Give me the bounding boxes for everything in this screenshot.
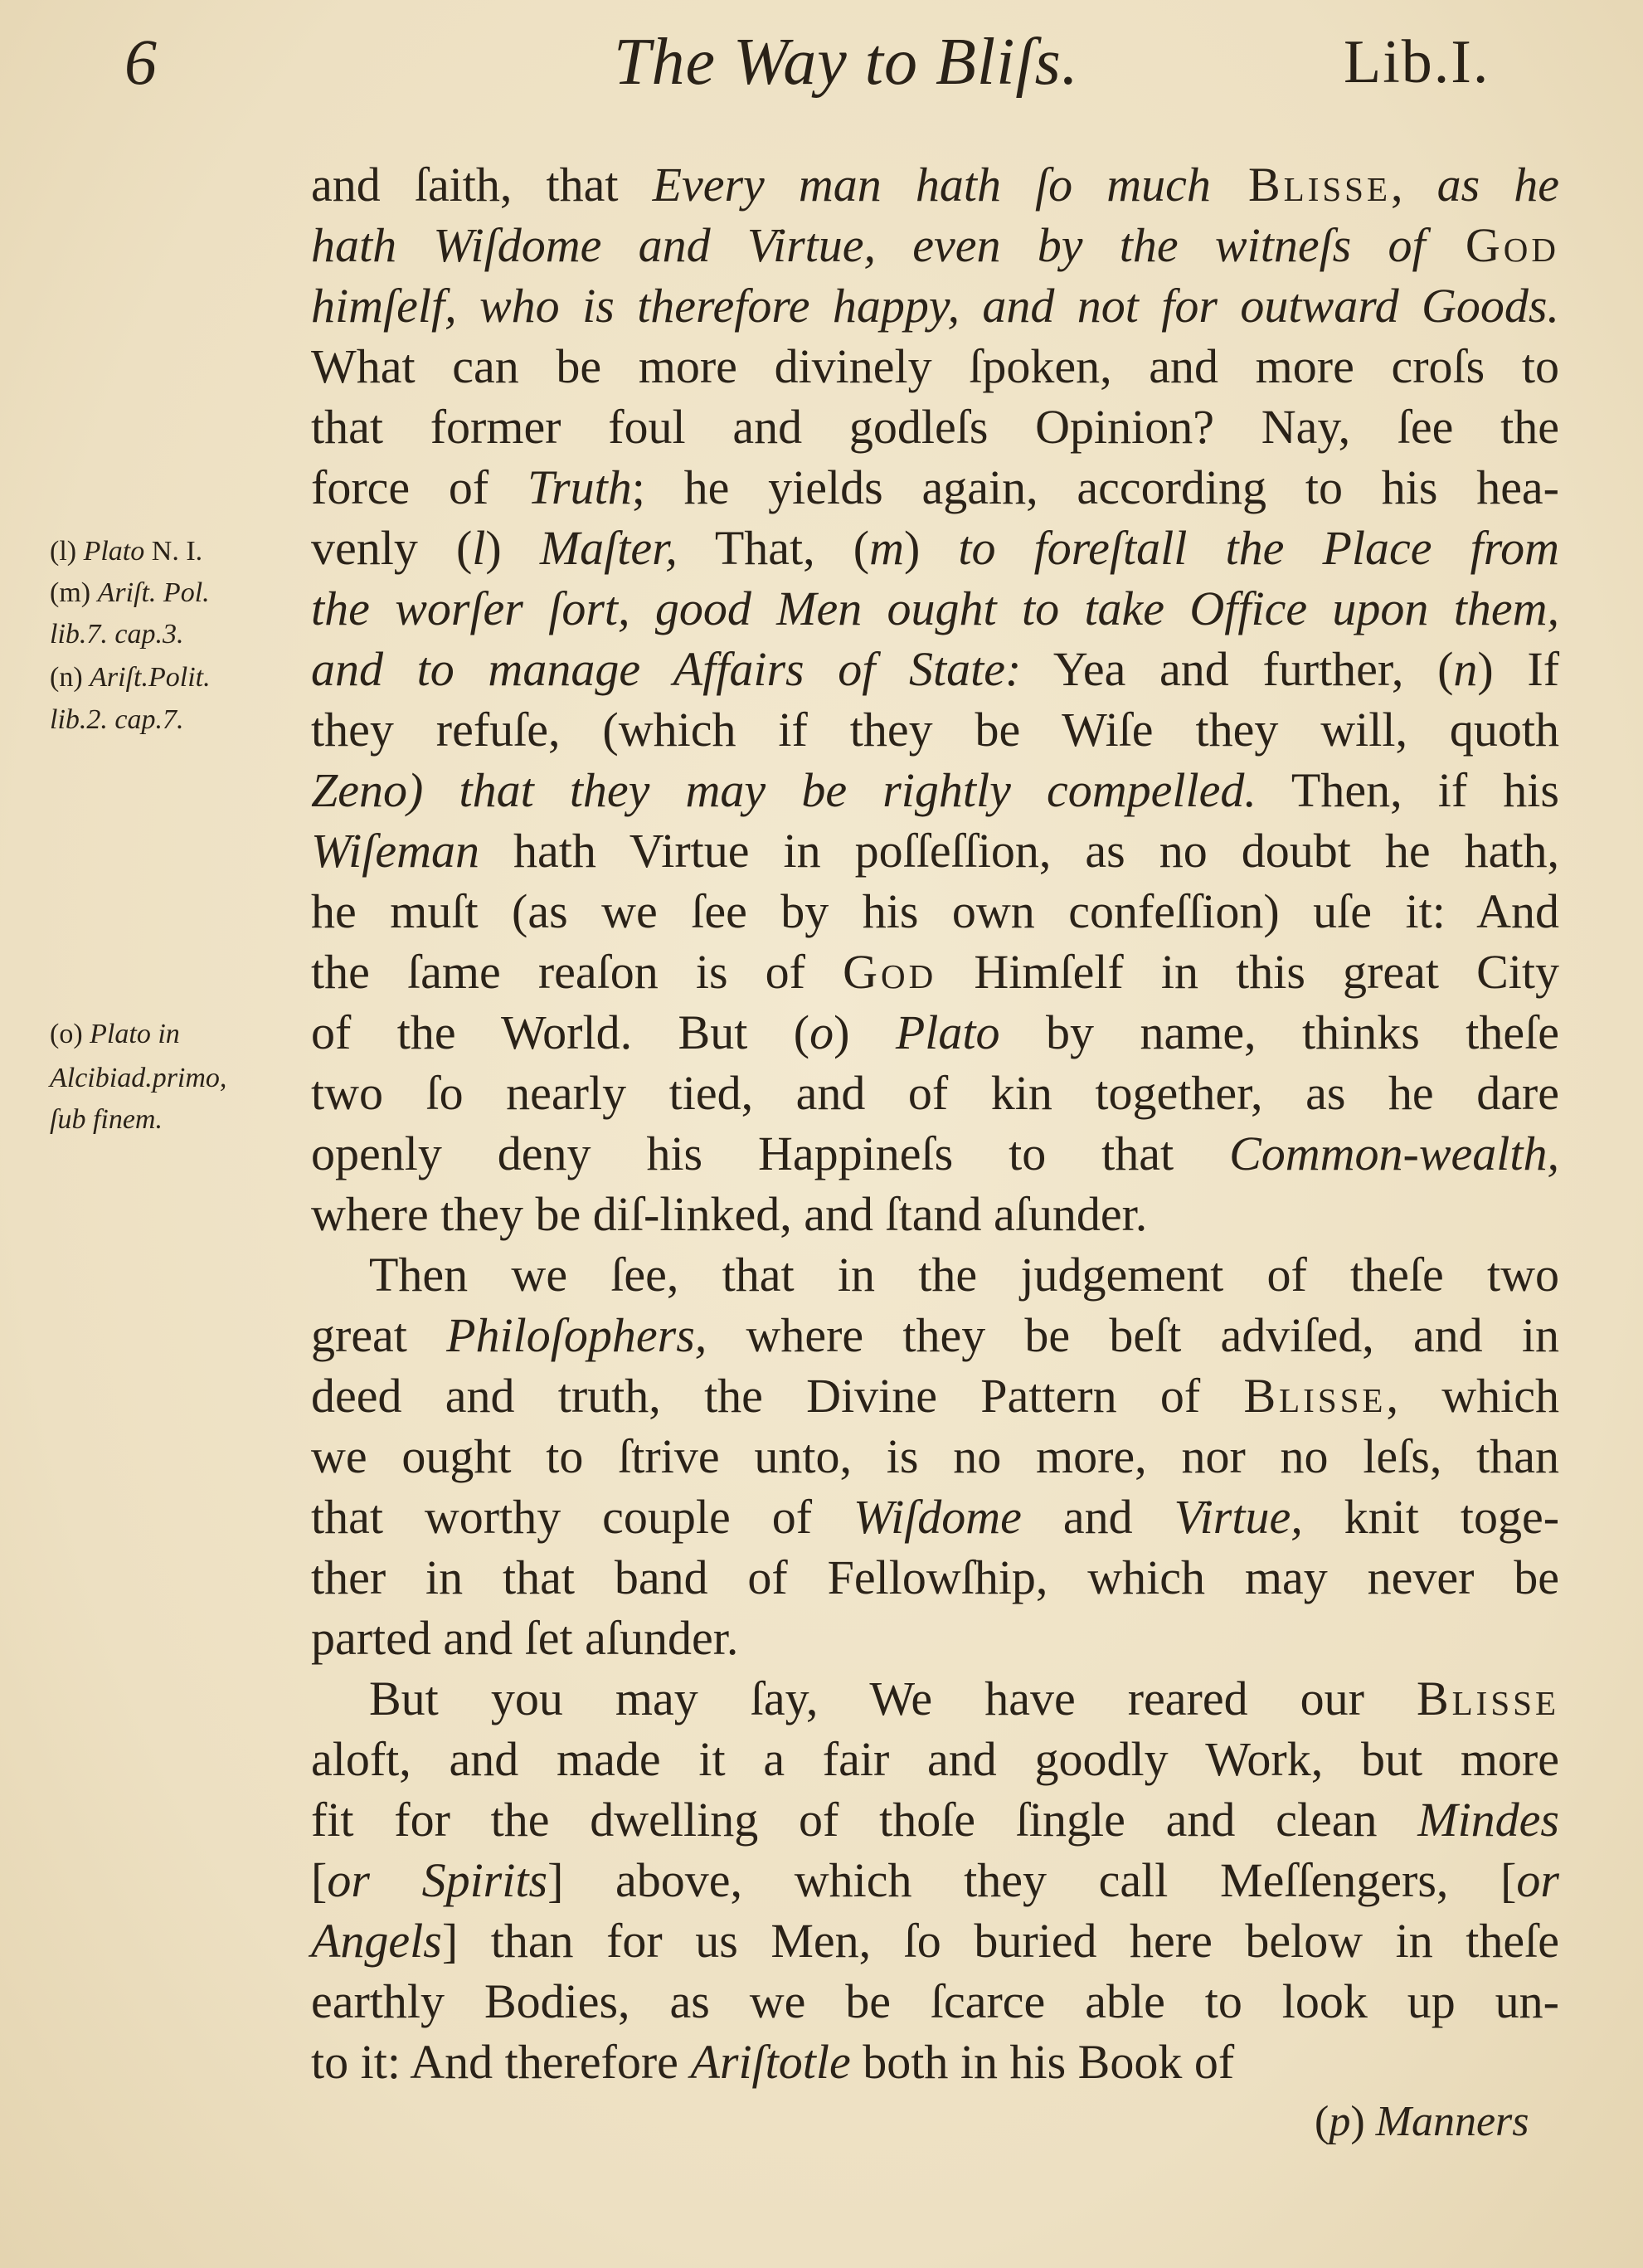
text-segment: that former foul and godleſs Opinion? Nay, ſee the bbox=[311, 400, 1559, 454]
text-line bbox=[311, 1426, 1559, 1487]
text-segment: they refuſe, (which if they be Wiſe they will, quoth bbox=[311, 703, 1559, 757]
text-line bbox=[311, 215, 1559, 275]
text-segment: Mindes bbox=[1417, 1793, 1559, 1847]
text-line bbox=[311, 639, 1559, 699]
text-segment: Himſelf in this great City bbox=[936, 945, 1559, 999]
text-segment: of the World. But ( bbox=[311, 1005, 810, 1059]
text-segment: Alcibiad.primo, bbox=[50, 1063, 227, 1093]
text-segment: Yea and further, ( bbox=[1021, 642, 1454, 696]
text-segment: fit for the dwelling of thoſe ſingle and clean bbox=[311, 1793, 1418, 1847]
text-segment: Then, if his bbox=[1256, 763, 1559, 817]
text-segment: o bbox=[809, 1005, 834, 1059]
text-segment: What can be more divinely ſpoken, and more croſs to bbox=[311, 339, 1559, 393]
margin-note-line bbox=[50, 1099, 163, 1141]
catchword bbox=[1315, 2092, 1529, 2152]
text-segment: (n) bbox=[50, 662, 90, 693]
text-segment: Zeno) that they may be rightly compelled. bbox=[311, 763, 1257, 817]
text-line bbox=[311, 1850, 1559, 1910]
text-segment: ) bbox=[1350, 2098, 1376, 2145]
text-segment: Blisse bbox=[1416, 1672, 1559, 1725]
text-segment: where they be diſ-linked, and ſtand aſunder. bbox=[311, 1187, 1148, 1241]
text-segment: and to manage Affairs of State: bbox=[311, 642, 1022, 696]
text-segment: knit toge- bbox=[1302, 1490, 1560, 1544]
text-segment: parted and ſet aſunder. bbox=[311, 1611, 739, 1665]
text-line bbox=[311, 336, 1559, 397]
margin-note-line bbox=[50, 614, 183, 655]
text-line bbox=[311, 1063, 1559, 1123]
text-segment: force of bbox=[311, 460, 527, 514]
text-segment: Philoſophers, bbox=[446, 1308, 707, 1362]
text-segment: hath Wiſdome and Virtue, even by the witneſs of bbox=[311, 218, 1426, 272]
text-segment: the worſer ſort, good Men ought to take Office upon them, bbox=[311, 582, 1559, 635]
text-line bbox=[311, 2032, 1559, 2092]
text-line bbox=[311, 397, 1559, 457]
text-segment: Plato in bbox=[90, 1019, 180, 1049]
margin-note-line bbox=[50, 657, 211, 698]
text-line bbox=[311, 1608, 1559, 1668]
text-segment: ] than for us Men, ſo buried here below in theſe bbox=[441, 1914, 1559, 1968]
text-line bbox=[311, 1002, 1559, 1063]
text-segment: ſub finem. bbox=[50, 1104, 163, 1135]
page-number: 6 bbox=[124, 26, 157, 98]
text-segment: Plato bbox=[83, 536, 145, 567]
text-segment: , bbox=[1391, 158, 1437, 212]
text-segment: lib.7. cap.3. bbox=[50, 619, 184, 650]
text-segment: Angels bbox=[311, 1914, 442, 1968]
text-segment: both in his Book of bbox=[850, 2035, 1235, 2089]
text-segment: ; he yields again, according to his hea- bbox=[631, 460, 1559, 514]
text-segment: , which bbox=[1386, 1369, 1559, 1423]
text-line bbox=[311, 1910, 1559, 1971]
text-segment: ) If bbox=[1477, 642, 1560, 696]
text-line bbox=[311, 699, 1559, 760]
margin-note-line bbox=[50, 699, 183, 741]
text-line bbox=[311, 1547, 1559, 1608]
text-segment: lib.2. cap.7. bbox=[50, 704, 184, 735]
text-segment: God bbox=[843, 945, 937, 999]
margin-note-line bbox=[50, 1014, 180, 1055]
text-segment: n bbox=[1453, 642, 1478, 696]
text-segment: the ſame reaſon is of bbox=[311, 945, 843, 999]
text-segment: Common-wealth, bbox=[1229, 1127, 1559, 1180]
text-segment: ) bbox=[834, 1005, 896, 1059]
text-line bbox=[311, 1729, 1559, 1789]
margin-note-line bbox=[50, 531, 202, 572]
text-segment: ther in that band of Fellowſhip, which may never be bbox=[311, 1550, 1559, 1604]
text-segment: [ bbox=[311, 1853, 328, 1907]
text-segment: Every man hath ſo much bbox=[652, 158, 1211, 212]
text-segment: we ought to ſtrive unto, is no more, nor no leſs, than bbox=[311, 1429, 1559, 1483]
text-line bbox=[311, 457, 1559, 518]
text-segment: venly ( bbox=[311, 521, 473, 575]
text-segment: Ariſt.Polit. bbox=[90, 662, 211, 693]
text-segment: and bbox=[1021, 1490, 1174, 1544]
text-segment: Plato bbox=[895, 1005, 1000, 1059]
text-line bbox=[311, 275, 1559, 336]
text-line bbox=[311, 1365, 1559, 1426]
text-segment: or bbox=[1516, 1853, 1559, 1907]
text-segment: ( bbox=[1315, 2098, 1329, 2145]
text-segment: he muſt (as we ſee by his own confeſſion) uſe it: And bbox=[311, 884, 1559, 938]
text-line bbox=[311, 1971, 1559, 2032]
text-line bbox=[311, 881, 1559, 942]
text-segment: m bbox=[869, 521, 904, 575]
text-line bbox=[311, 1789, 1559, 1850]
text-segment: Blisse bbox=[1243, 1369, 1387, 1423]
text-segment: Truth bbox=[527, 460, 632, 514]
text-line bbox=[369, 1668, 1559, 1729]
text-segment: Wiſdome bbox=[853, 1490, 1022, 1544]
text-segment: as he bbox=[1436, 158, 1559, 212]
text-line bbox=[311, 154, 1559, 215]
text-segment: openly deny his Happineſs to that bbox=[311, 1127, 1230, 1180]
text-segment: earthly Bodies, as we be ſcarce able to look up un- bbox=[311, 1974, 1559, 2028]
text-line bbox=[311, 760, 1559, 820]
text-segment: Wiſeman bbox=[311, 824, 479, 878]
text-line bbox=[311, 1305, 1559, 1365]
text-segment: N. I. bbox=[144, 536, 203, 567]
text-segment: by name, thinks theſe bbox=[999, 1005, 1559, 1059]
text-segment: Then we ſee, that in the judgement of theſe two bbox=[369, 1248, 1559, 1302]
text-segment: to foreſtall the Place from bbox=[958, 521, 1560, 575]
text-line bbox=[369, 1244, 1559, 1305]
text-segment: Manners bbox=[1375, 2098, 1529, 2145]
text-line bbox=[311, 578, 1559, 639]
text-segment: that worthy couple of bbox=[311, 1490, 853, 1544]
text-segment: Blisse bbox=[1210, 158, 1391, 212]
text-line bbox=[311, 820, 1559, 881]
text-segment: That, ( bbox=[677, 521, 870, 575]
margin-note-line bbox=[50, 1058, 226, 1099]
text-segment: (o) bbox=[50, 1019, 90, 1049]
text-segment: God bbox=[1425, 218, 1559, 272]
text-segment: great bbox=[311, 1308, 447, 1362]
text-segment: But you may ſay, We have reared our bbox=[369, 1672, 1417, 1725]
text-segment: or Spirits bbox=[327, 1853, 548, 1907]
text-segment: Virtue, bbox=[1174, 1490, 1303, 1544]
text-segment: (m) bbox=[50, 577, 98, 608]
book-number: Lib.I. bbox=[1344, 28, 1490, 96]
text-segment: ] above, which they call Meſſengers, [ bbox=[547, 1853, 1517, 1907]
text-line bbox=[311, 518, 1559, 578]
text-segment: Ariſt. Pol. bbox=[97, 577, 210, 608]
text-segment: two ſo nearly tied, and of kin together, as he dare bbox=[311, 1066, 1559, 1120]
text-line bbox=[311, 1123, 1559, 1184]
text-segment: aloft, and made it a fair and goodly Work, but more bbox=[311, 1732, 1559, 1786]
text-line bbox=[311, 1487, 1559, 1547]
text-segment: ) bbox=[903, 521, 959, 575]
text-segment: Ariſtotle bbox=[690, 2035, 851, 2089]
text-segment: ) bbox=[485, 521, 540, 575]
text-segment: himſelf, who is therefore happy, and not for outward Goods. bbox=[311, 279, 1559, 333]
text-segment: p bbox=[1329, 2098, 1351, 2145]
text-line bbox=[311, 1184, 1559, 1244]
text-segment: hath Virtue in poſſeſſion, as no doubt he hath, bbox=[479, 824, 1559, 878]
text-segment: where they be beſt adviſed, and in bbox=[707, 1308, 1559, 1362]
text-segment: Maſter, bbox=[539, 521, 678, 575]
text-segment: l bbox=[472, 521, 486, 575]
text-segment: to it: And therefore bbox=[311, 2035, 691, 2089]
text-line bbox=[311, 942, 1559, 1002]
running-title: The Way to Bliſs. bbox=[614, 26, 1079, 99]
text-segment: and ſaith, that bbox=[311, 158, 653, 212]
text-segment: (l) bbox=[50, 536, 84, 567]
margin-note-line bbox=[50, 572, 210, 614]
text-segment: deed and truth, the Divine Pattern of bbox=[311, 1369, 1244, 1423]
